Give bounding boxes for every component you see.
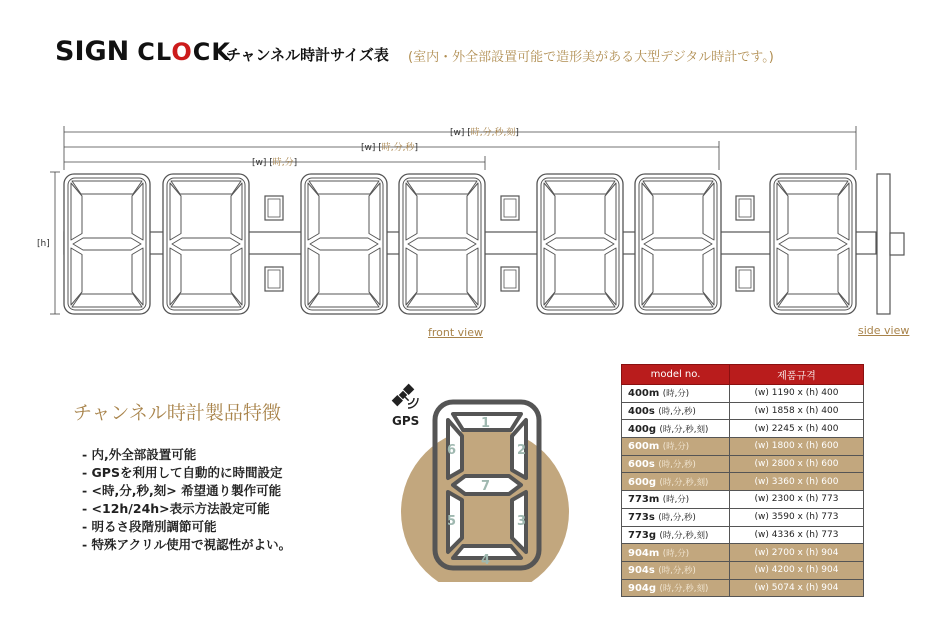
segment-number-3: 3 xyxy=(517,514,527,529)
model-unit: (時,分,秒) xyxy=(658,460,696,471)
dim-label-mid: [w] [時,分,秒] xyxy=(361,143,419,153)
digit-segment xyxy=(778,294,848,307)
model-number: 400s xyxy=(628,406,655,418)
spec-cell: (w) 1190 x (h) 400 xyxy=(730,385,864,403)
model-number: 773g xyxy=(628,529,657,541)
model-unit: (時,分) xyxy=(662,389,690,400)
model-cell xyxy=(622,402,730,420)
dim-label-short: [w] [時,分] xyxy=(252,158,298,168)
segment-number-6: 6 xyxy=(447,443,457,458)
segment-number-2: 2 xyxy=(517,443,527,458)
model-cell xyxy=(622,438,730,456)
digit-segment xyxy=(643,294,713,307)
segment-number-1: 1 xyxy=(481,416,491,431)
model-unit: (時,分,秒,刻) xyxy=(659,583,709,594)
digit-segment xyxy=(545,181,615,194)
model-unit: (時,分,秒,刻) xyxy=(659,477,709,488)
model-unit: (時,分,秒) xyxy=(658,566,696,577)
spec-cell: (w) 3360 x (h) 600 xyxy=(730,473,864,491)
digit-segment xyxy=(779,238,847,250)
spec-cell: (w) 2800 x (h) 600 xyxy=(730,455,864,473)
features-list xyxy=(82,446,291,554)
digit-segment xyxy=(171,294,241,307)
table-row xyxy=(622,491,864,509)
front-view-label: front view xyxy=(428,326,483,339)
spec-cell: (w) 4200 x (h) 904 xyxy=(730,561,864,579)
model-cell xyxy=(622,561,730,579)
table-row xyxy=(622,385,864,403)
model-number: 600g xyxy=(628,476,657,488)
digit-segment xyxy=(310,238,378,250)
model-number: 600s xyxy=(628,459,655,471)
model-unit: (時,分) xyxy=(662,442,690,453)
model-number: 773m xyxy=(628,494,660,506)
spec-cell: (w) 2700 x (h) 904 xyxy=(730,544,864,562)
feature-item: - <時,分,秒,刻> 希望通り製作可能 xyxy=(82,483,282,498)
model-unit: (時,分,秒,刻) xyxy=(659,424,709,435)
model-cell xyxy=(622,491,730,509)
page-subtitle: (室内・外全部設置可能で造形美がある大型デジタル時計です。) xyxy=(408,50,774,65)
dim-label-full: [w] [時,分,秒,刻] xyxy=(450,128,519,138)
model-number: 773s xyxy=(628,512,655,524)
spec-cell: (w) 4336 x (h) 773 xyxy=(730,526,864,544)
model-cell xyxy=(622,526,730,544)
segment-number-7: 7 xyxy=(481,479,491,494)
model-unit: (時,分,秒) xyxy=(658,407,696,418)
feature-item: - GPSを利用して自動的に時間設定 xyxy=(82,465,283,480)
model-cell xyxy=(622,579,730,597)
digit-segment xyxy=(309,181,379,194)
digit-segment xyxy=(407,181,477,194)
digit-4 xyxy=(399,174,485,314)
digit-segment xyxy=(778,181,848,194)
table-row xyxy=(622,579,864,597)
digit-segment xyxy=(72,294,142,307)
model-cell xyxy=(622,455,730,473)
side-view-shape xyxy=(877,174,904,314)
spec-cell: (w) 1858 x (h) 400 xyxy=(730,402,864,420)
logo-clock: CLOCK xyxy=(137,38,231,66)
table-row xyxy=(622,438,864,456)
table-row xyxy=(622,455,864,473)
feature-item: - 特殊アクリル使用で視認性がよい。 xyxy=(82,537,292,552)
feature-item: - <12h/24h>表示方法設定可能 xyxy=(82,501,270,516)
digit-segment xyxy=(171,181,241,194)
model-cell xyxy=(622,508,730,526)
digit-segment xyxy=(172,238,240,250)
page-title: チャンネル時計サイズ表 xyxy=(226,46,389,64)
digit-6 xyxy=(635,174,721,314)
model-unit: (時,分) xyxy=(662,548,690,559)
digit-segment xyxy=(309,294,379,307)
digit-5 xyxy=(537,174,623,314)
spec-cell: (w) 2245 x (h) 400 xyxy=(730,420,864,438)
model-cell xyxy=(622,473,730,491)
header-spec: 제품규격 xyxy=(730,365,864,385)
spec-cell: (w) 3590 x (h) 773 xyxy=(730,508,864,526)
model-unit: (時,分,秒) xyxy=(658,513,696,524)
digit-segment xyxy=(407,294,477,307)
dim-label-height: [h] xyxy=(37,239,50,249)
model-number: 904g xyxy=(628,582,657,594)
spec-cell: (w) 5074 x (h) 904 xyxy=(730,579,864,597)
table-row xyxy=(622,561,864,579)
table-row xyxy=(622,420,864,438)
model-number: 600m xyxy=(628,441,660,453)
seven-segment-diagram xyxy=(395,392,575,582)
digit-segment xyxy=(644,238,712,250)
table-row xyxy=(622,402,864,420)
spec-cell: (w) 1800 x (h) 600 xyxy=(730,438,864,456)
features-title: チャンネル時計製品特徴 xyxy=(73,402,281,424)
feature-item: - 明るさ段階別調節可能 xyxy=(82,519,217,534)
table-row xyxy=(622,526,864,544)
model-unit: (時,分) xyxy=(662,495,690,506)
spec-table xyxy=(621,364,864,597)
segment-number-5: 5 xyxy=(447,514,457,529)
digit-segment xyxy=(73,238,141,250)
header-model: model no. xyxy=(622,365,730,385)
model-cell xyxy=(622,544,730,562)
spec-cell: (w) 2300 x (h) 773 xyxy=(730,491,864,509)
model-number: 400g xyxy=(628,423,657,435)
model-number: 904s xyxy=(628,565,655,577)
logo-sign: SIGN xyxy=(55,36,130,67)
table-row xyxy=(622,544,864,562)
model-number: 904m xyxy=(628,547,660,559)
model-cell xyxy=(622,420,730,438)
model-cell xyxy=(622,385,730,403)
digit-segment xyxy=(408,238,476,250)
digit-segment xyxy=(546,238,614,250)
digit-segment xyxy=(72,181,142,194)
gps-label: GPS xyxy=(392,414,420,428)
digit-segment xyxy=(545,294,615,307)
segment-number-4: 4 xyxy=(481,553,491,568)
table-row xyxy=(622,473,864,491)
model-number: 400m xyxy=(628,388,660,400)
digit-7 xyxy=(770,174,856,314)
table-row xyxy=(622,508,864,526)
digit-3 xyxy=(301,174,387,314)
spec-table-header xyxy=(622,365,864,385)
side-view-label: side view xyxy=(858,324,910,337)
feature-item: - 内,外全部設置可能 xyxy=(82,447,197,462)
digit-1 xyxy=(64,174,150,314)
digit-segment xyxy=(643,181,713,194)
model-unit: (時,分,秒,刻) xyxy=(659,530,709,541)
digit-2 xyxy=(163,174,249,314)
